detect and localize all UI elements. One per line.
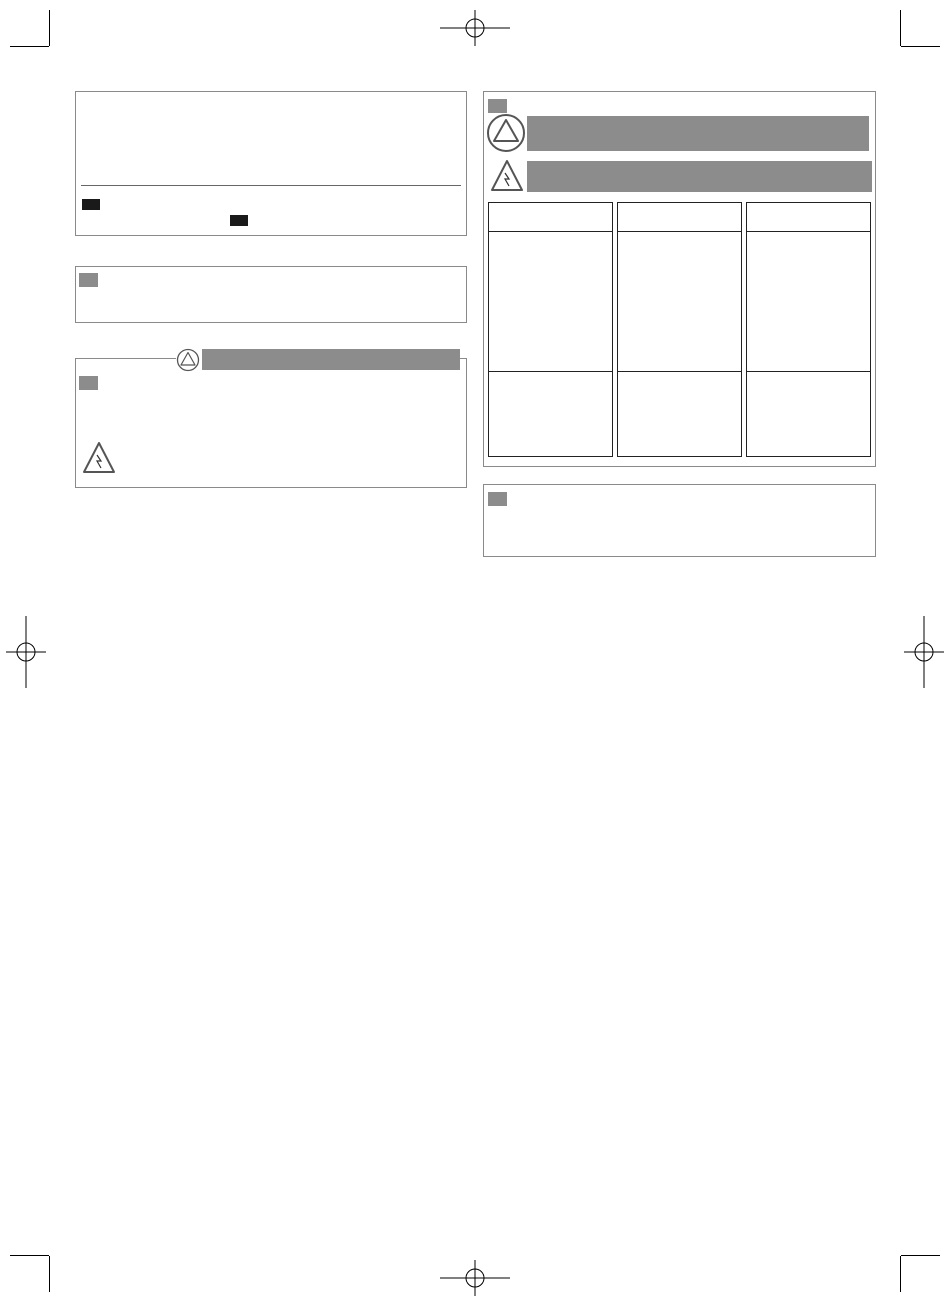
section-three-box	[75, 358, 467, 488]
crop-mark-vertical	[49, 10, 50, 46]
crop-mark-vertical	[49, 1256, 50, 1292]
section-marker	[79, 376, 98, 390]
registration-mark-icon	[904, 616, 944, 688]
table-cell	[746, 231, 871, 372]
troubleshooting-table	[488, 202, 872, 457]
table-cell	[488, 231, 613, 372]
registration-mark-icon	[6, 616, 46, 688]
section-last-box	[483, 484, 876, 557]
table-cell	[617, 231, 742, 372]
intro-box	[75, 91, 467, 236]
language-marker	[82, 199, 100, 210]
registration-mark-icon	[440, 1260, 510, 1296]
table-cell	[488, 371, 613, 457]
section-marker	[488, 492, 507, 506]
caution-icon	[486, 113, 526, 153]
table-header-cell	[617, 202, 742, 232]
caution-icon-wrap	[176, 348, 202, 372]
table-cell	[746, 371, 871, 457]
caution-icon	[176, 348, 202, 372]
table-header-cell	[488, 202, 613, 232]
section-marker	[79, 273, 98, 287]
crop-mark-horizontal	[901, 46, 940, 47]
section-two-box	[75, 266, 467, 323]
registration-mark-icon	[440, 10, 510, 46]
electric-warning-icon	[490, 159, 524, 193]
electric-heading-bar	[527, 161, 872, 192]
crop-mark-horizontal	[901, 1255, 940, 1256]
table-section-box	[483, 91, 876, 467]
section-marker	[488, 99, 507, 113]
electric-warning-icon	[82, 441, 116, 475]
crop-mark-horizontal	[10, 46, 49, 47]
crop-mark-vertical	[900, 10, 901, 46]
language-marker	[230, 215, 248, 226]
divider	[81, 185, 461, 186]
table-cell	[617, 371, 742, 457]
caution-heading-bar	[527, 116, 869, 151]
crop-mark-vertical	[900, 1256, 901, 1292]
table-header-cell	[746, 202, 871, 232]
crop-mark-horizontal	[10, 1255, 49, 1256]
section-three-heading-bar	[201, 349, 460, 370]
